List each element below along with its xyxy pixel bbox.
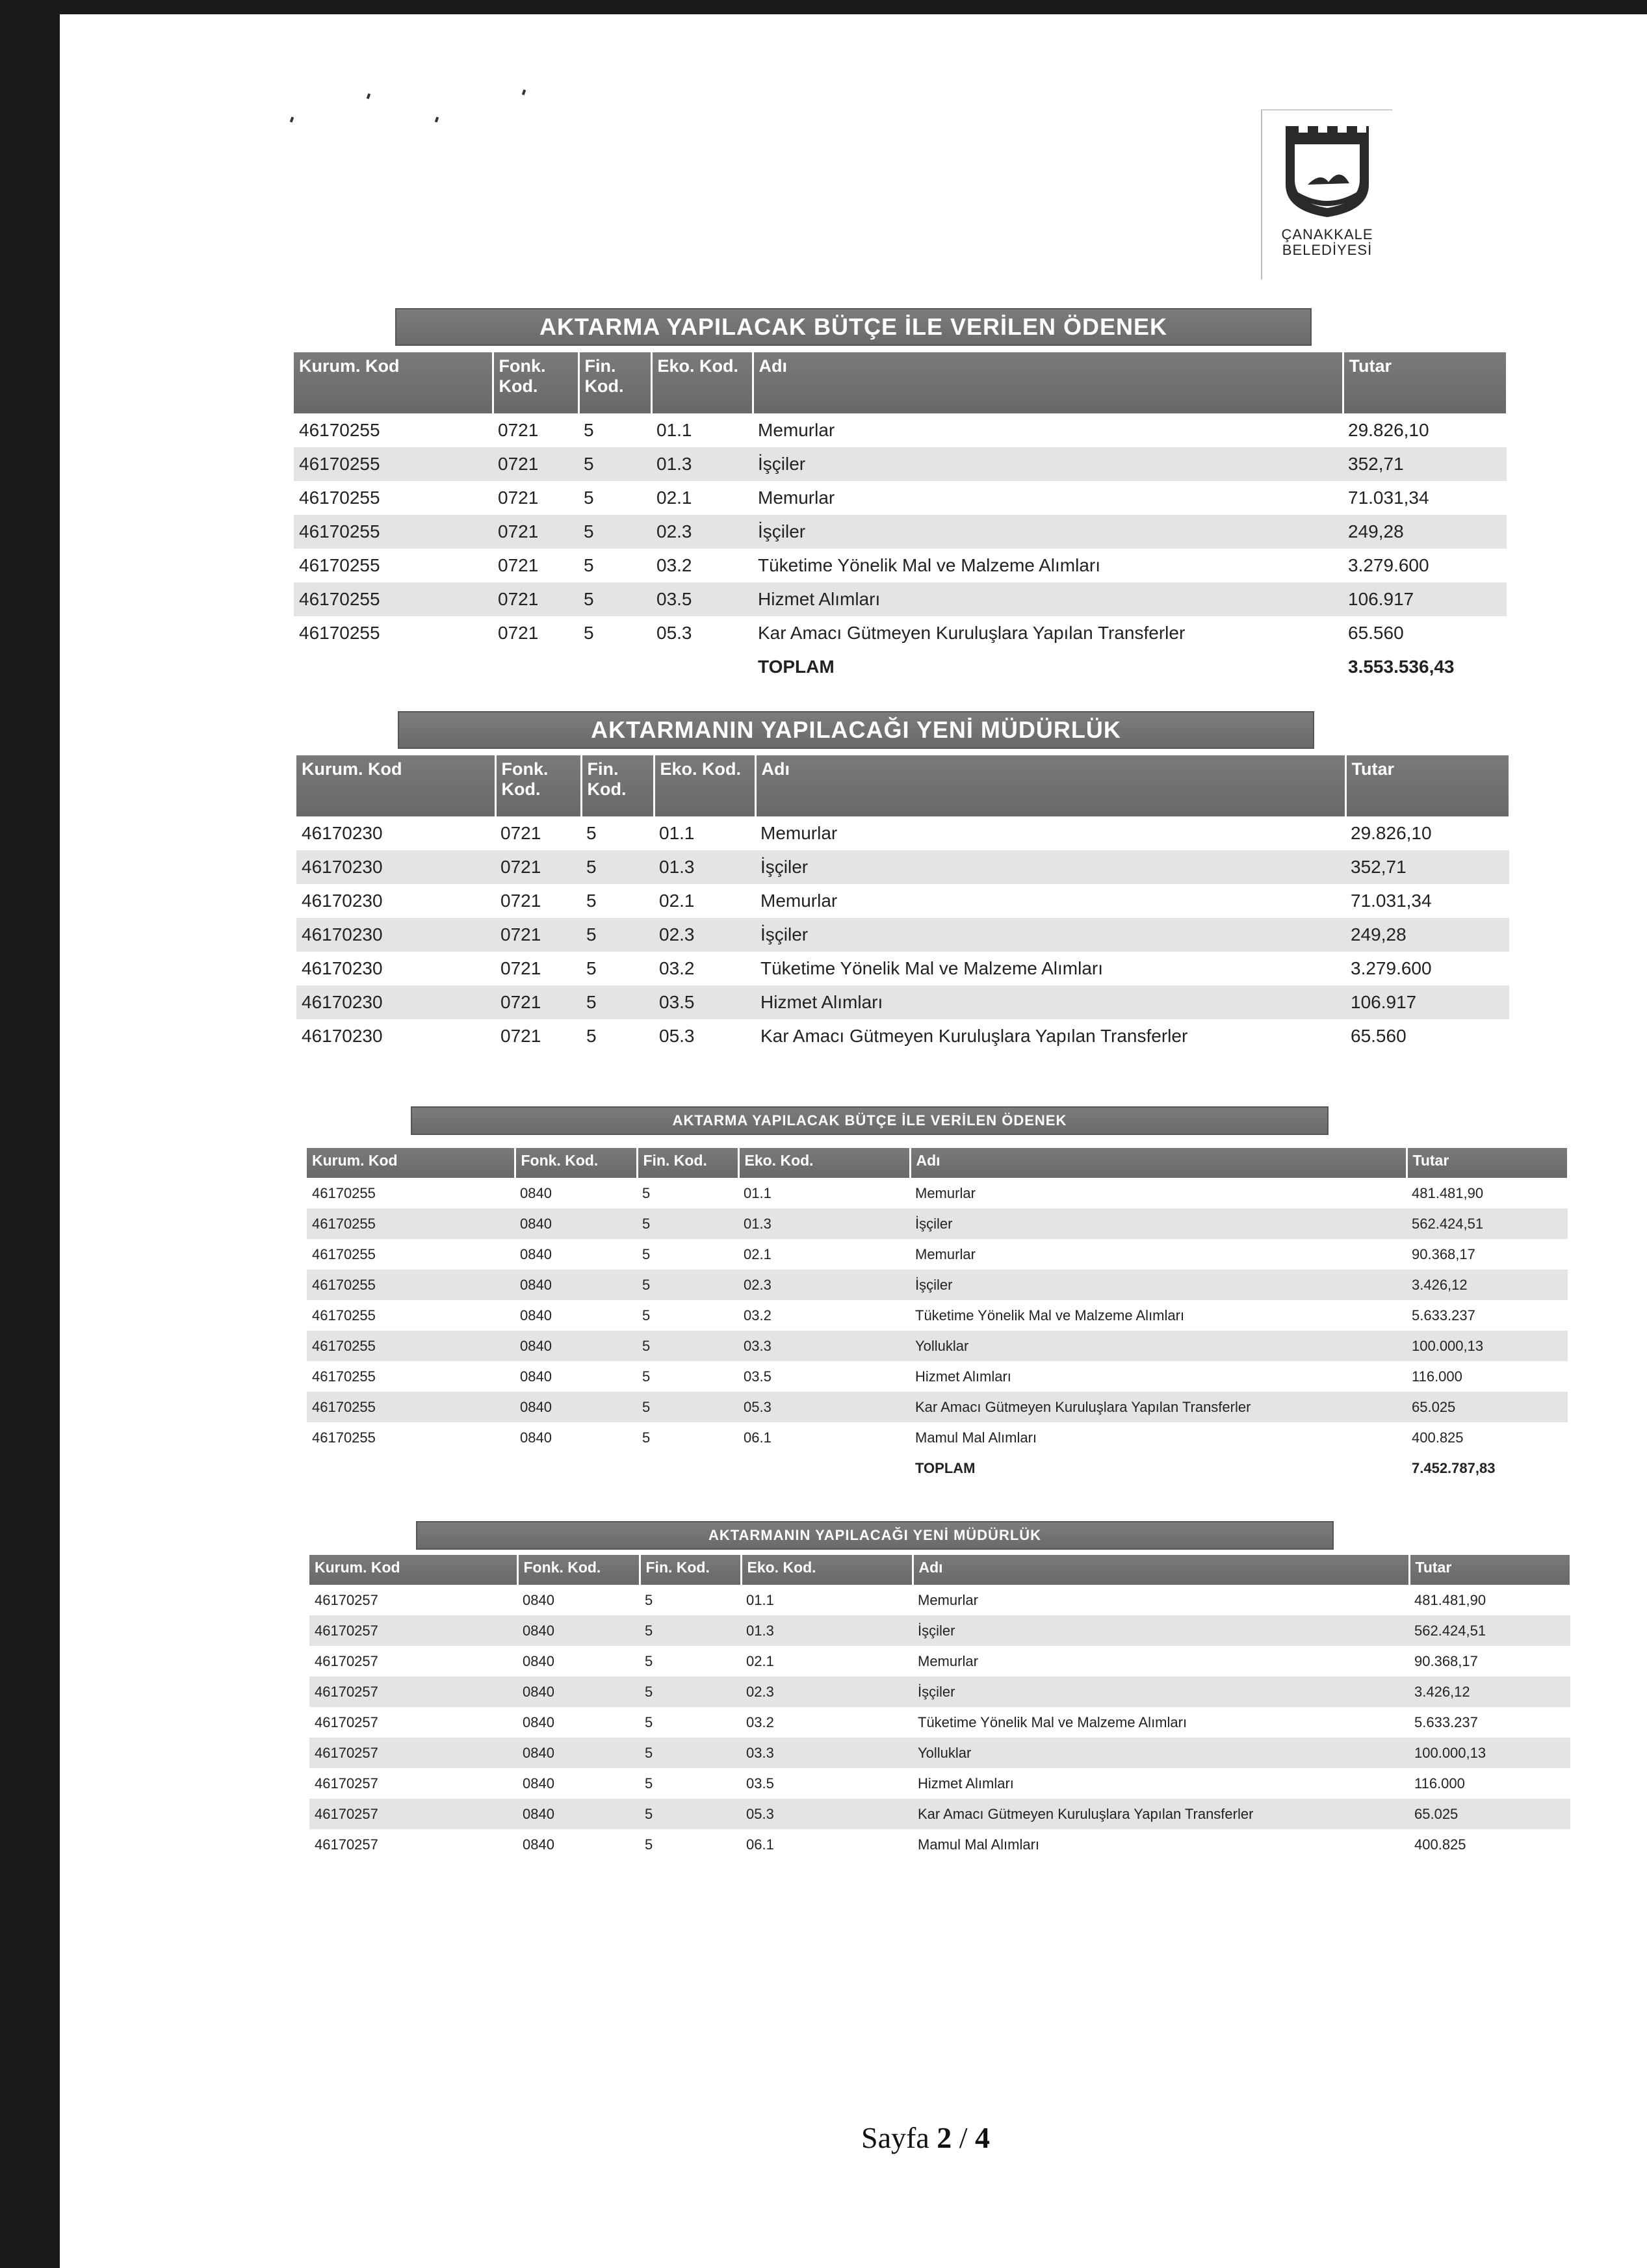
- eko-kod-cell: 01.3: [651, 447, 753, 481]
- adi-cell: Mamul Mal Alımları: [918, 1836, 1040, 1853]
- fonk-kod-cell: 0840: [515, 1331, 637, 1361]
- fin-kod-cell: 5: [584, 420, 594, 440]
- section4-title: AKTARMANIN YAPILACAĞI YENİ MÜDÜRLÜK: [416, 1521, 1334, 1550]
- fonk-kod-cell: 0721: [500, 958, 541, 978]
- kurum-kod-cell: 46170257: [315, 1714, 378, 1730]
- adi-cell: İşçiler: [755, 918, 1345, 952]
- tutar-cell: 65.560: [1348, 623, 1404, 643]
- column-header: Eko. Kod.: [741, 1555, 913, 1585]
- fonk-kod-cell: 0840: [523, 1775, 554, 1792]
- table-header-row: [307, 1148, 1568, 1178]
- table-row: [294, 549, 1507, 582]
- adi-cell: Tüketime Yönelik Mal ve Malzeme Alımları: [758, 555, 1100, 575]
- adi-cell: Memurlar: [918, 1591, 978, 1608]
- section1-rows: [294, 413, 1507, 684]
- tutar-cell: 116.000: [1414, 1775, 1465, 1792]
- fin-kod-cell: 5: [642, 1307, 651, 1323]
- adi-cell: Hizmet Alımları: [755, 985, 1345, 1019]
- fin-kod-cell: 5: [581, 985, 654, 1019]
- eko-kod-cell: 03.2: [659, 958, 695, 978]
- tutar-cell: 65.560: [1351, 1026, 1407, 1046]
- column-header: Eko. Kod.: [738, 1148, 910, 1178]
- column-header: Adı: [753, 352, 1343, 413]
- adi-cell: Hizmet Alımları: [753, 582, 1343, 616]
- eko-kod-cell: 03.2: [656, 555, 692, 575]
- column-header: Tutar: [1407, 1148, 1568, 1178]
- kurum-kod-cell: 46170230: [296, 985, 495, 1019]
- tutar-cell: 400.825: [1412, 1429, 1464, 1446]
- fonk-kod-cell: 0721: [498, 555, 539, 575]
- eko-kod-cell: 01.1: [659, 823, 695, 843]
- table-row: [296, 1019, 1509, 1053]
- total-value: 7.452.787,83: [1407, 1453, 1568, 1483]
- kurum-kod-cell: 46170255: [307, 1208, 515, 1239]
- eko-kod-cell: 05.3: [659, 1026, 695, 1046]
- adi-cell: Memurlar: [758, 488, 835, 508]
- tutar-cell: 29.826,10: [1348, 420, 1429, 440]
- kurum-kod-cell: 46170230: [296, 850, 495, 884]
- fonk-kod-cell: 0721: [500, 823, 541, 843]
- eko-kod-cell: 01.1: [744, 1184, 772, 1201]
- kurum-kod-cell: 46170230: [302, 891, 383, 911]
- page-footer: [861, 2120, 990, 2155]
- eko-kod-cell: 02.1: [659, 891, 695, 911]
- table-header-row: [294, 352, 1507, 413]
- eko-kod-cell: 03.3: [738, 1331, 910, 1361]
- table-row: [296, 918, 1509, 952]
- column-header: Fonk. Kod.: [517, 1555, 640, 1585]
- tutar-cell: 3.426,12: [1409, 1676, 1570, 1707]
- section2-table: [296, 755, 1511, 1053]
- kurum-kod-cell: 46170230: [302, 958, 383, 978]
- eko-kod-cell: 06.1: [744, 1429, 772, 1446]
- fin-kod-cell: 5: [581, 850, 654, 884]
- fonk-kod-cell: 0840: [523, 1652, 554, 1669]
- tutar-cell: 400.825: [1414, 1836, 1466, 1853]
- fonk-kod-cell: 0840: [520, 1307, 552, 1323]
- table-row: [294, 481, 1507, 515]
- kurum-kod-cell: 46170230: [302, 823, 383, 843]
- total-spacer: [307, 1453, 910, 1483]
- table-row: [309, 1829, 1570, 1860]
- kurum-kod-cell: 46170257: [309, 1615, 517, 1646]
- fin-kod-cell: 5: [586, 823, 597, 843]
- kurum-kod-cell: 46170255: [299, 488, 380, 508]
- table-row: [307, 1361, 1568, 1392]
- adi-cell: Memurlar: [760, 891, 838, 911]
- tutar-cell: 249,28: [1345, 918, 1509, 952]
- column-header: Adı: [910, 1148, 1407, 1178]
- eko-kod-cell: 03.5: [654, 985, 755, 1019]
- fonk-kod-cell: 0721: [498, 623, 539, 643]
- eko-kod-cell: 02.1: [656, 488, 692, 508]
- table-row: [307, 1331, 1568, 1361]
- adi-cell: İşçiler: [913, 1615, 1409, 1646]
- total-label: TOPLAM: [910, 1453, 1407, 1483]
- eko-kod-cell: 03.3: [741, 1738, 913, 1768]
- fin-kod-cell: 5: [640, 1676, 741, 1707]
- tutar-cell: 116.000: [1412, 1368, 1462, 1385]
- column-header: Kurum. Kod: [294, 352, 493, 413]
- municipality-logo: [1261, 109, 1392, 280]
- fonk-kod-cell: 0840: [523, 1714, 554, 1730]
- eko-kod-cell: 05.3: [741, 1799, 913, 1829]
- tutar-cell: 249,28: [1343, 515, 1507, 549]
- eko-kod-cell: 03.5: [651, 582, 753, 616]
- fin-kod-cell: 5: [642, 1368, 651, 1385]
- adi-cell: Memurlar: [758, 420, 835, 440]
- table-row: [309, 1738, 1570, 1768]
- section4-rows: [309, 1585, 1570, 1860]
- fonk-kod-cell: 0840: [520, 1184, 552, 1201]
- tutar-cell: 5.633.237: [1414, 1714, 1478, 1730]
- fonk-kod-cell: 0721: [493, 515, 578, 549]
- kurum-kod-cell: 46170255: [299, 555, 380, 575]
- fonk-kod-cell: 0840: [517, 1738, 640, 1768]
- column-header: Tutar: [1343, 352, 1507, 413]
- fin-kod-cell: 5: [645, 1652, 653, 1669]
- table-row: [307, 1422, 1568, 1453]
- section2-title: AKTARMANIN YAPILACAĞI YENİ MÜDÜRLÜK: [398, 711, 1314, 749]
- tutar-cell: 481.481,90: [1414, 1591, 1486, 1608]
- column-header: Fonk. Kod.: [493, 352, 578, 413]
- column-header: Tutar: [1345, 755, 1509, 816]
- total-spacer: [294, 650, 753, 684]
- kurum-kod-cell: 46170255: [294, 447, 493, 481]
- fonk-kod-cell: 0721: [493, 582, 578, 616]
- section3-title: AKTARMA YAPILACAK BÜTÇE İLE VERİLEN ÖDENEK: [411, 1106, 1329, 1135]
- tutar-cell: 100.000,13: [1407, 1331, 1568, 1361]
- adi-cell: Memurlar: [915, 1245, 976, 1262]
- kurum-kod-cell: 46170230: [302, 1026, 383, 1046]
- table-row: [307, 1392, 1568, 1422]
- table-row: [296, 816, 1509, 850]
- fin-kod-cell: 5: [645, 1714, 653, 1730]
- adi-cell: Tüketime Yönelik Mal ve Malzeme Alımları: [918, 1714, 1187, 1730]
- fin-kod-cell: 5: [645, 1775, 653, 1792]
- eko-kod-cell: 02.1: [744, 1245, 772, 1262]
- tutar-cell: 71.031,34: [1348, 488, 1429, 508]
- fin-kod-cell: 5: [584, 488, 594, 508]
- column-header: Fonk. Kod.: [515, 1148, 637, 1178]
- eko-kod-cell: 02.3: [738, 1270, 910, 1300]
- kurum-kod-cell: 46170255: [299, 420, 380, 440]
- table-row: [309, 1799, 1570, 1829]
- tutar-cell: 29.826,10: [1351, 823, 1432, 843]
- column-header: Kurum. Kod: [296, 755, 495, 816]
- total-row: [294, 650, 1507, 684]
- table-row: [309, 1676, 1570, 1707]
- fin-kod-cell: 5: [578, 515, 651, 549]
- fonk-kod-cell: 0840: [515, 1208, 637, 1239]
- table-row: [307, 1208, 1568, 1239]
- kurum-kod-cell: 46170257: [309, 1676, 517, 1707]
- footer-total-pages: 4: [975, 2121, 991, 2154]
- table-row: [307, 1300, 1568, 1331]
- fin-kod-cell: 5: [642, 1429, 651, 1446]
- column-header: Fonk. Kod.: [495, 755, 581, 816]
- tutar-cell: 562.424,51: [1409, 1615, 1570, 1646]
- column-header: Adı: [913, 1555, 1409, 1585]
- kurum-kod-cell: 46170257: [315, 1652, 378, 1669]
- kurum-kod-cell: 46170257: [315, 1591, 378, 1608]
- fonk-kod-cell: 0721: [495, 918, 581, 952]
- adi-cell: Kar Amacı Gütmeyen Kuruluşlara Yapılan Transferler: [910, 1392, 1407, 1422]
- fin-kod-cell: 5: [586, 958, 597, 978]
- fonk-kod-cell: 0721: [495, 850, 581, 884]
- castle-logo-icon: [1282, 120, 1373, 230]
- fonk-kod-cell: 0840: [517, 1615, 640, 1646]
- eko-kod-cell: 03.5: [744, 1368, 772, 1385]
- tutar-cell: 562.424,51: [1407, 1208, 1568, 1239]
- total-value: 3.553.536,43: [1343, 650, 1507, 684]
- logo-line1: ÇANAKKALE: [1281, 226, 1373, 242]
- eko-kod-cell: 01.1: [656, 420, 692, 440]
- fin-kod-cell: 5: [645, 1591, 653, 1608]
- column-header: Fin. Kod.: [637, 1148, 738, 1178]
- section1-table: [294, 352, 1508, 684]
- column-header: Kurum. Kod: [309, 1555, 517, 1585]
- table-row: [296, 985, 1509, 1019]
- table-row: [294, 616, 1507, 650]
- kurum-kod-cell: 46170255: [312, 1245, 376, 1262]
- tutar-cell: 71.031,34: [1351, 891, 1432, 911]
- column-header: Fin. Kod.: [581, 755, 654, 816]
- adi-cell: Kar Amacı Gütmeyen Kuruluşlara Yapılan Transferler: [760, 1026, 1188, 1046]
- eko-kod-cell: 02.3: [654, 918, 755, 952]
- tutar-cell: 106.917: [1343, 582, 1507, 616]
- eko-kod-cell: 05.3: [656, 623, 692, 643]
- logo-line2: BELEDİYESİ: [1282, 242, 1373, 258]
- column-header: Eko. Kod.: [654, 755, 755, 816]
- fonk-kod-cell: 0721: [498, 488, 539, 508]
- fonk-kod-cell: 0721: [495, 985, 581, 1019]
- tutar-cell: 352,71: [1343, 447, 1507, 481]
- eko-kod-cell: 03.2: [744, 1307, 772, 1323]
- table-row: [294, 447, 1507, 481]
- kurum-kod-cell: 46170257: [315, 1836, 378, 1853]
- adi-cell: Mamul Mal Alımları: [915, 1429, 1037, 1446]
- fonk-kod-cell: 0840: [515, 1392, 637, 1422]
- kurum-kod-cell: 46170257: [309, 1799, 517, 1829]
- section3-rows: [307, 1178, 1568, 1483]
- adi-cell: Tüketime Yönelik Mal ve Malzeme Alımları: [760, 958, 1103, 978]
- tutar-cell: 65.025: [1407, 1392, 1568, 1422]
- eko-kod-cell: 05.3: [738, 1392, 910, 1422]
- eko-kod-cell: 01.3: [654, 850, 755, 884]
- fonk-kod-cell: 0721: [500, 1026, 541, 1046]
- adi-cell: Kar Amacı Gütmeyen Kuruluşlara Yapılan Transferler: [758, 623, 1186, 643]
- table-row: [307, 1239, 1568, 1270]
- eko-kod-cell: 01.3: [738, 1208, 910, 1239]
- kurum-kod-cell: 46170230: [296, 918, 495, 952]
- fin-kod-cell: 5: [640, 1615, 741, 1646]
- adi-cell: İşçiler: [910, 1208, 1407, 1239]
- table-row: [296, 850, 1509, 884]
- eko-kod-cell: 01.1: [746, 1591, 774, 1608]
- fonk-kod-cell: 0840: [523, 1836, 554, 1853]
- table-row: [307, 1178, 1568, 1208]
- footer-prefix: Sayfa: [861, 2121, 937, 2154]
- fin-kod-cell: 5: [586, 891, 597, 911]
- adi-cell: Memurlar: [760, 823, 838, 843]
- adi-cell: Kar Amacı Gütmeyen Kuruluşlara Yapılan Transferler: [913, 1799, 1409, 1829]
- kurum-kod-cell: 46170255: [312, 1184, 376, 1201]
- fin-kod-cell: 5: [637, 1331, 738, 1361]
- tutar-cell: 90.368,17: [1412, 1245, 1475, 1262]
- adi-cell: İşçiler: [913, 1676, 1409, 1707]
- adi-cell: İşçiler: [910, 1270, 1407, 1300]
- table-row: [307, 1270, 1568, 1300]
- eko-kod-cell: 02.3: [741, 1676, 913, 1707]
- eko-kod-cell: 02.3: [651, 515, 753, 549]
- footer-current-page: 2: [937, 2121, 952, 2154]
- kurum-kod-cell: 46170255: [299, 623, 380, 643]
- tutar-cell: 3.279.600: [1348, 555, 1429, 575]
- kurum-kod-cell: 46170255: [312, 1307, 376, 1323]
- total-label: TOPLAM: [753, 650, 1343, 684]
- fin-kod-cell: 5: [586, 1026, 597, 1046]
- table-header-row: [296, 755, 1509, 816]
- table-row: [294, 413, 1507, 447]
- adi-cell: İşçiler: [755, 850, 1345, 884]
- table-row: [309, 1646, 1570, 1676]
- adi-cell: Yolluklar: [910, 1331, 1407, 1361]
- tutar-cell: 5.633.237: [1412, 1307, 1475, 1323]
- fonk-kod-cell: 0840: [515, 1270, 637, 1300]
- tutar-cell: 106.917: [1345, 985, 1509, 1019]
- eko-kod-cell: 02.1: [746, 1652, 774, 1669]
- table-row: [294, 582, 1507, 616]
- section2-rows: [296, 816, 1509, 1053]
- document-page: [60, 14, 1647, 2268]
- fonk-kod-cell: 0721: [498, 420, 539, 440]
- section4-table: [309, 1555, 1572, 1860]
- fonk-kod-cell: 0840: [520, 1368, 552, 1385]
- eko-kod-cell: 06.1: [746, 1836, 774, 1853]
- fin-kod-cell: 5: [640, 1738, 741, 1768]
- fin-kod-cell: 5: [640, 1799, 741, 1829]
- tutar-cell: 90.368,17: [1414, 1652, 1478, 1669]
- fin-kod-cell: 5: [637, 1392, 738, 1422]
- section1-title: AKTARMA YAPILACAK BÜTÇE İLE VERİLEN ÖDENEK: [395, 308, 1312, 346]
- fin-kod-cell: 5: [584, 555, 594, 575]
- kurum-kod-cell: 46170257: [315, 1775, 378, 1792]
- tutar-cell: 352,71: [1345, 850, 1509, 884]
- adi-cell: İşçiler: [753, 447, 1343, 481]
- column-header: Kurum. Kod: [307, 1148, 515, 1178]
- kurum-kod-cell: 46170257: [309, 1738, 517, 1768]
- fin-kod-cell: 5: [578, 582, 651, 616]
- table-row: [309, 1707, 1570, 1738]
- tutar-cell: 3.279.600: [1351, 958, 1432, 978]
- fonk-kod-cell: 0840: [517, 1799, 640, 1829]
- fin-kod-cell: 5: [584, 623, 594, 643]
- adi-cell: Hizmet Alımları: [918, 1775, 1014, 1792]
- kurum-kod-cell: 46170255: [294, 582, 493, 616]
- table-row: [294, 515, 1507, 549]
- kurum-kod-cell: 46170255: [307, 1270, 515, 1300]
- kurum-kod-cell: 46170255: [307, 1392, 515, 1422]
- table-row: [309, 1768, 1570, 1799]
- fonk-kod-cell: 0840: [517, 1676, 640, 1707]
- fonk-kod-cell: 0840: [523, 1591, 554, 1608]
- column-header: Fin. Kod.: [640, 1555, 741, 1585]
- section3-table: [307, 1148, 1569, 1483]
- column-header: Eko. Kod.: [651, 352, 753, 413]
- table-row: [296, 952, 1509, 985]
- fin-kod-cell: 5: [642, 1245, 651, 1262]
- table-row: [296, 884, 1509, 918]
- table-row: [309, 1585, 1570, 1615]
- column-header: Tutar: [1409, 1555, 1570, 1585]
- kurum-kod-cell: 46170255: [312, 1429, 376, 1446]
- adi-cell: Memurlar: [915, 1184, 976, 1201]
- fin-kod-cell: 5: [645, 1836, 653, 1853]
- fin-kod-cell: 5: [637, 1270, 738, 1300]
- tutar-cell: 3.426,12: [1407, 1270, 1568, 1300]
- fonk-kod-cell: 0721: [493, 447, 578, 481]
- kurum-kod-cell: 46170255: [312, 1368, 376, 1385]
- fin-kod-cell: 5: [581, 918, 654, 952]
- eko-kod-cell: 03.5: [746, 1775, 774, 1792]
- adi-cell: İşçiler: [753, 515, 1343, 549]
- column-header: Fin. Kod.: [578, 352, 651, 413]
- fin-kod-cell: 5: [637, 1208, 738, 1239]
- tutar-cell: 65.025: [1409, 1799, 1570, 1829]
- fonk-kod-cell: 0840: [520, 1429, 552, 1446]
- kurum-kod-cell: 46170255: [294, 515, 493, 549]
- footer-separator: /: [952, 2121, 976, 2154]
- total-row: [307, 1453, 1568, 1483]
- adi-cell: Yolluklar: [913, 1738, 1409, 1768]
- adi-cell: Memurlar: [918, 1652, 978, 1669]
- fonk-kod-cell: 0721: [500, 891, 541, 911]
- eko-kod-cell: 01.3: [741, 1615, 913, 1646]
- fonk-kod-cell: 0840: [520, 1245, 552, 1262]
- fin-kod-cell: 5: [642, 1184, 651, 1201]
- tutar-cell: 481.481,90: [1412, 1184, 1484, 1201]
- kurum-kod-cell: 46170255: [307, 1331, 515, 1361]
- tutar-cell: 100.000,13: [1409, 1738, 1570, 1768]
- adi-cell: Tüketime Yönelik Mal ve Malzeme Alımları: [915, 1307, 1185, 1323]
- eko-kod-cell: 03.2: [746, 1714, 774, 1730]
- table-header-row: [309, 1555, 1570, 1585]
- column-header: Adı: [755, 755, 1345, 816]
- table-row: [309, 1615, 1570, 1646]
- adi-cell: Hizmet Alımları: [915, 1368, 1011, 1385]
- fin-kod-cell: 5: [578, 447, 651, 481]
